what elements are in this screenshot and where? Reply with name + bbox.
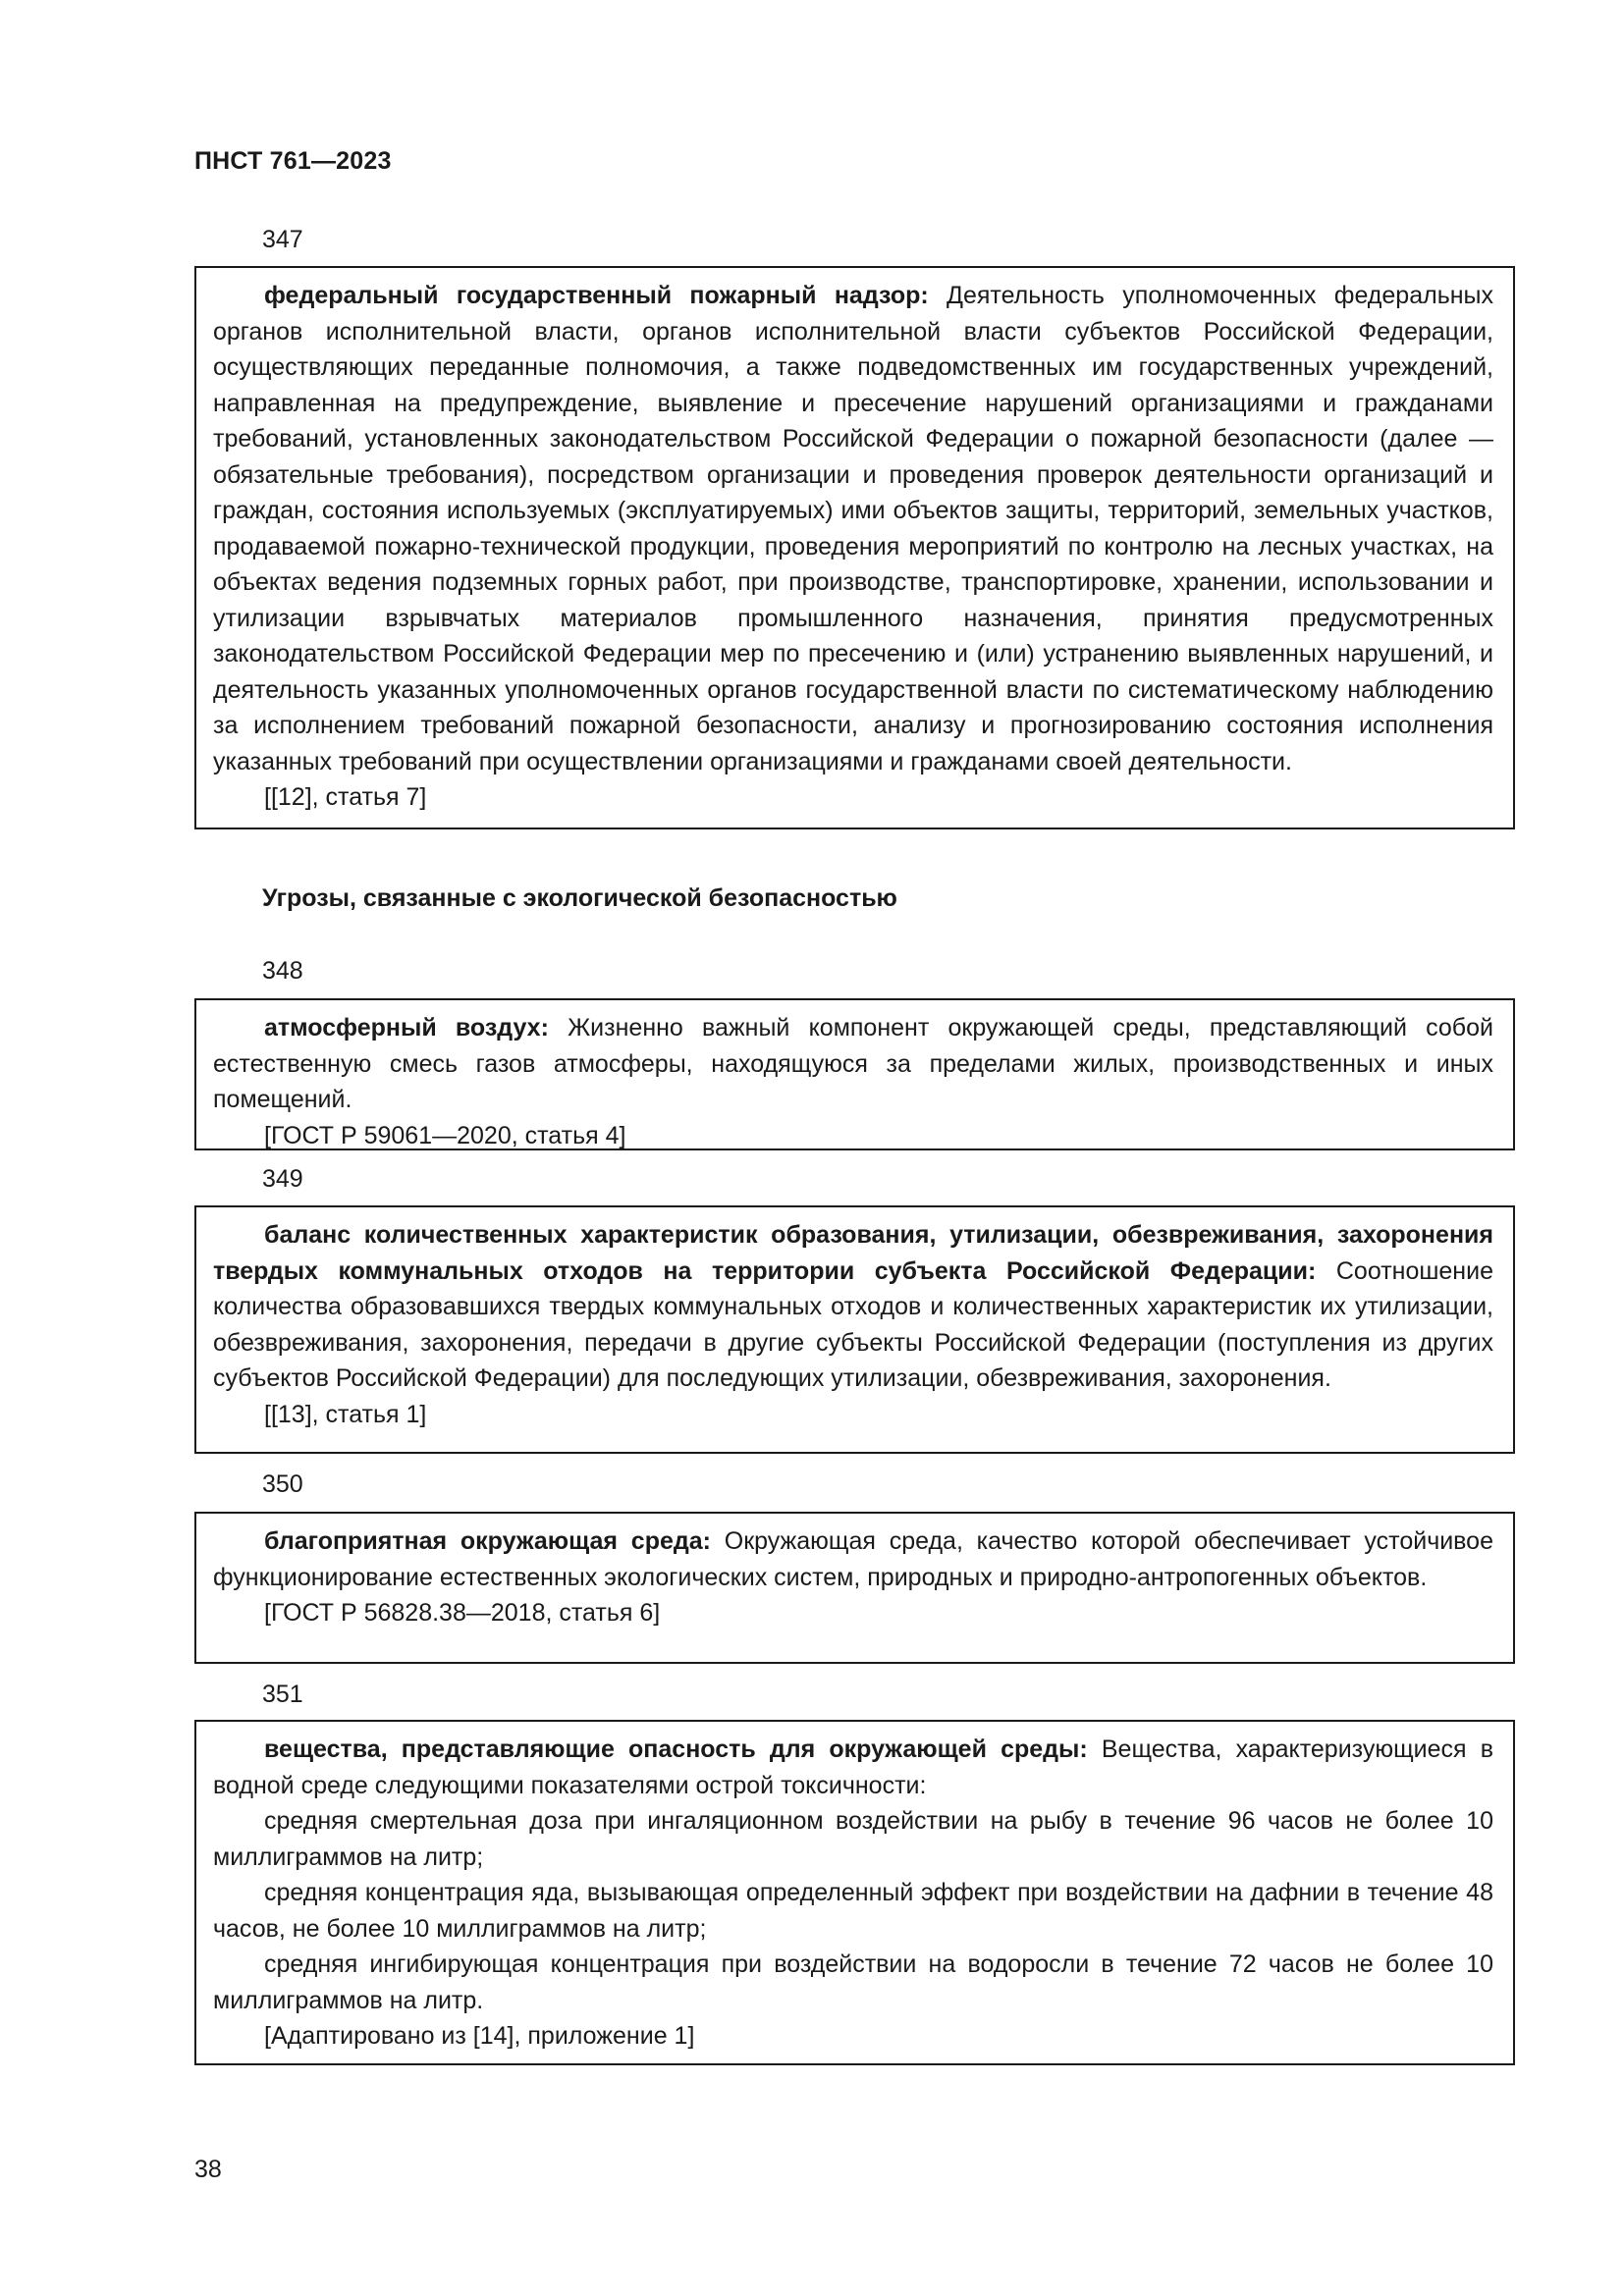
term-label: вещества, представляющие опасность для окружающей среды:: [264, 1735, 1088, 1763]
term-box-351: [194, 1720, 1515, 2065]
term-label: баланс количественных характеристик образования, утилизации, обезвреживания, захоронения твердых коммунальных отходов на территории субъекта Российской Федерации:: [213, 1221, 1493, 1285]
entry-number-348: 348: [262, 957, 303, 985]
term-label: федеральный государственный пожарный надзор:: [264, 282, 929, 309]
definition-text: Жизненно важный компонент окружающей среды, представляющий собой естественную смесь газов атмосферы, находящуюся за пределами жилых, производственных и иных помещений.: [213, 1014, 1493, 1113]
definition-text: Окружающая среда, качество которой обеспечивает устойчивое функционирование естественных экологических систем, природных и природно-антропогенных объектов.: [213, 1527, 1493, 1591]
term-box-347: [194, 266, 1515, 829]
list-item: средняя ингибирующая концентрация при воздействии на водоросли в течение 72 часов не более 10 миллиграммов на литр.: [213, 1950, 1493, 2014]
definition-paragraph: [213, 1523, 1493, 1595]
section-title: Угрозы, связанные с экологической безопасностью: [262, 884, 897, 912]
entry-number-349: 349: [262, 1165, 303, 1193]
list-item: средняя концентрация яда, вызывающая определенный эффект при воздействии на дафнии в течение 48 часов, не более 10 миллиграммов на литр;: [213, 1879, 1493, 1943]
term-box-350: [194, 1512, 1515, 1664]
entry-number-351: 351: [262, 1681, 303, 1708]
definition-paragraph: [213, 278, 1493, 779]
list-item: средняя смертельная доза при ингаляционном воздействии на рыбу в течение 96 часов не более 10 миллиграммов на литр;: [213, 1807, 1493, 1871]
source-reference: [[13], статья 1]: [264, 1400, 427, 1428]
entry-number-347: 347: [262, 226, 303, 253]
source-reference: [ГОСТ Р 56828.38—2018, статья 6]: [264, 1599, 661, 1627]
definition-paragraph: [213, 1732, 1493, 1803]
definition-paragraph: [213, 1010, 1493, 1118]
source-reference: [[12], статья 7]: [264, 783, 427, 811]
definition-text: Соотношение количества образовавшихся твердых коммунальных отходов и количественных характеристик их утилизации, обезвреживания, захоронения, передачи в другие субъекты Российской Федерации (поступления из других субъектов Российской Федерации) для последующих утилизации, обезвреживания, захоронения.: [213, 1256, 1493, 1392]
term-label: атмосферный воздух:: [264, 1014, 549, 1041]
source-reference: [ГОСТ Р 59061—2020, статья 4]: [264, 1121, 626, 1149]
term-label: благоприятная окружающая среда:: [264, 1527, 711, 1555]
page-number: 38: [194, 2156, 222, 2183]
term-box-349: [194, 1205, 1515, 1454]
term-box-348: [194, 998, 1515, 1150]
definition-text: Вещества, характеризующиеся в водной среде следующими показателями острой токсичности:: [213, 1735, 1494, 1799]
definition-text: Деятельность уполномоченных федеральных органов исполнительной власти, органов исполнительной власти субъектов Российской Федерации, осуществляющих переданные полномочия, а также подведомственных им государственных учреждений, направленная на предупреждение, выявление и пресечение нарушений организациями и гражданами требований, установленных законодательством Российской Федерации о пожарной безопасности (далее — обязательные требования), посредством организации и проведения проверок деятельности организаций и граждан, состояния используемых (эксплуатируемых) ими объектов защиты, территорий, земельных участков, продаваемой пожарно-технической продукции, проведения мероприятий по контролю на лесных участках, на объектах ведения подземных горных работ, при производстве, транспортировке, хранении, использовании и утилизации взрывчатых материалов промышленного назначения, принятия предусмотренных законодательством Российской Федерации мер по пресечению и (или) устранению выявленных нарушений, и деятельность указанных уполномоченных органов государственной власти по систематическому наблюдению за исполнением требований пожарной безопасности, анализу и прогнозированию состояния исполнения указанных требований при осуществлении организациями и гражданами своей деятельности.: [213, 282, 1493, 775]
definition-paragraph: [213, 1217, 1493, 1397]
document-code-header: ПНСТ 761—2023: [194, 147, 392, 175]
entry-number-350: 350: [262, 1470, 303, 1498]
source-reference: [Адаптировано из [14], приложение 1]: [264, 2022, 695, 2050]
